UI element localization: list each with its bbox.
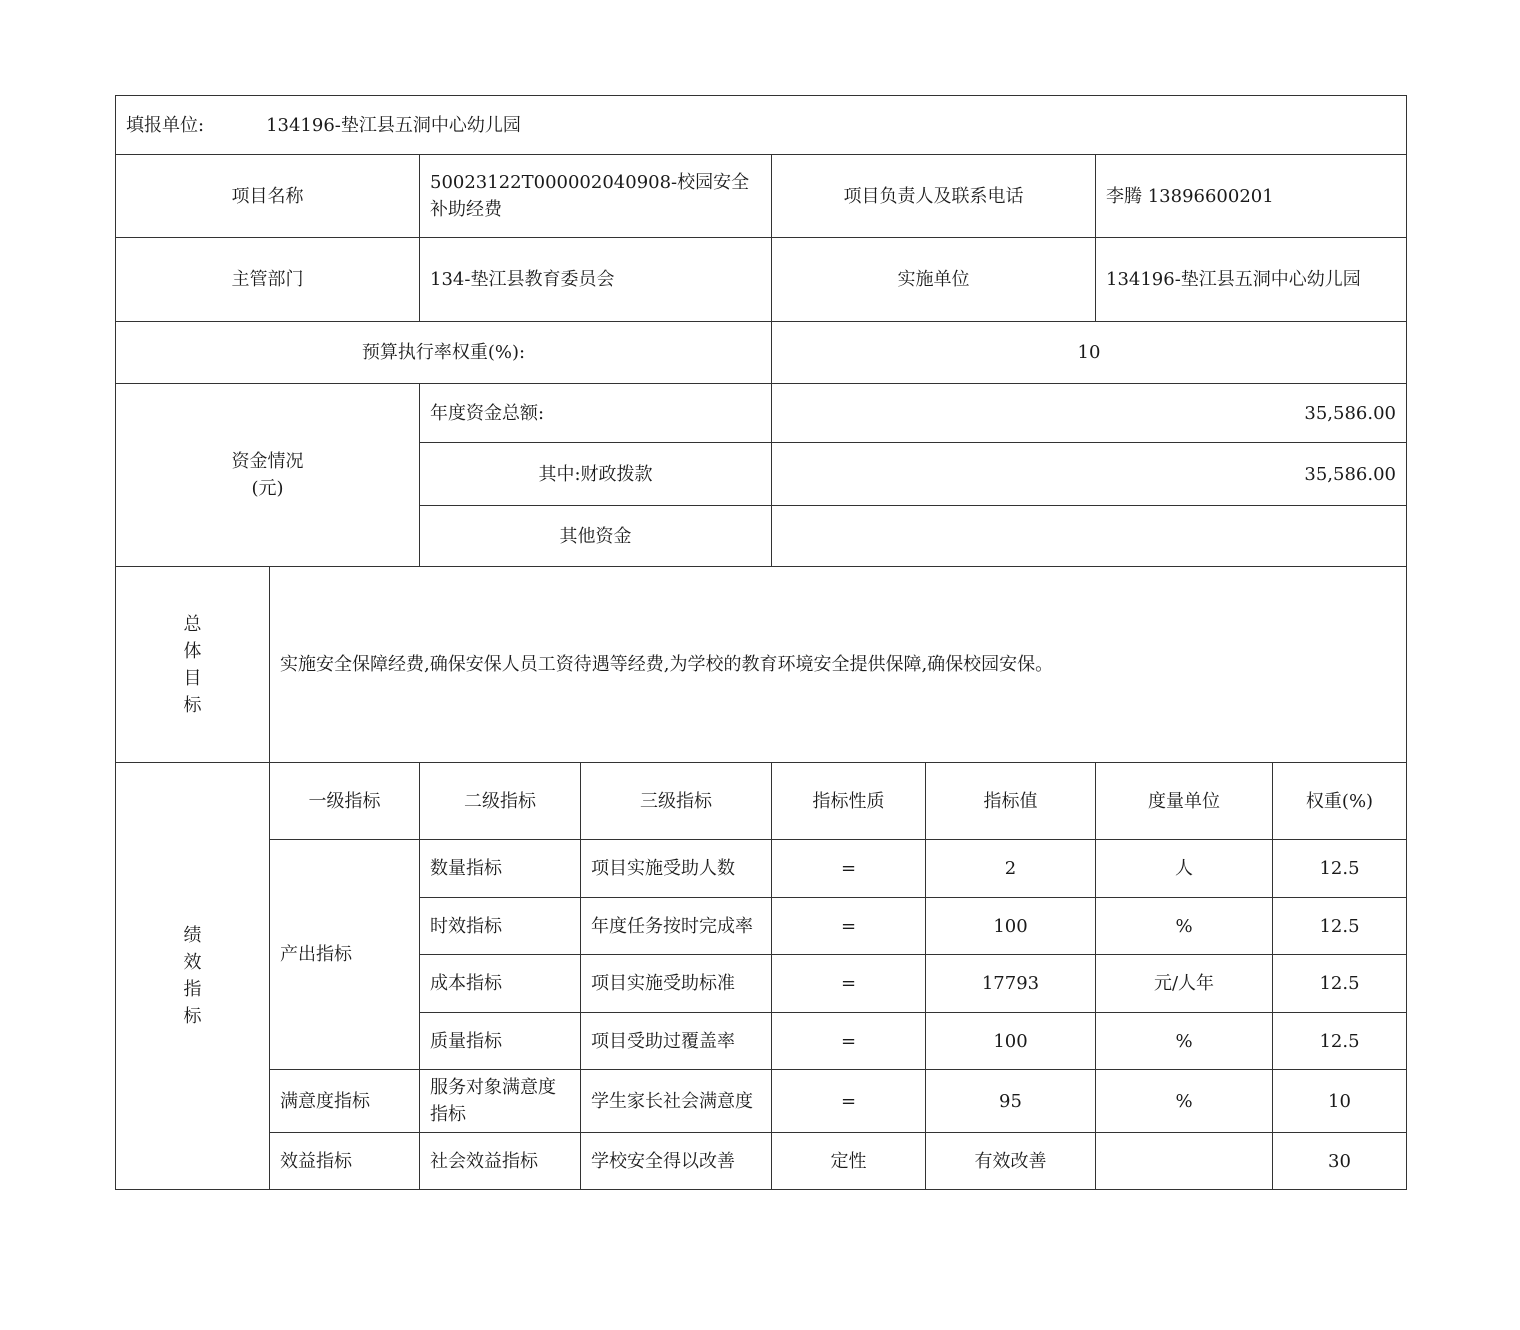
level3-indicator: 学校安全得以改善	[581, 1133, 772, 1190]
reporting-unit-label: 填报单位:	[126, 114, 205, 136]
budget-rate-value: 10	[772, 322, 1407, 384]
level2-indicator: 社会效益指标	[420, 1133, 581, 1190]
indicator-row	[116, 1070, 1407, 1133]
indicator-header-row	[116, 763, 1407, 840]
department-label: 主管部门	[116, 238, 420, 322]
level3-indicator: 项目实施受助标准	[581, 955, 772, 1013]
funds-label	[116, 384, 420, 567]
indicator-weight: 12.5	[1273, 840, 1407, 898]
column-header: 三级指标	[581, 763, 772, 840]
overall-goal-label-char: 总	[183, 613, 202, 635]
indicator-unit: 人	[1096, 840, 1273, 898]
indicator-row	[116, 840, 1407, 898]
indicator-nature: =	[772, 840, 926, 898]
budget-rate-row	[116, 322, 1407, 384]
level3-indicator: 学生家长社会满意度	[581, 1070, 772, 1133]
indicator-nature: =	[772, 1070, 926, 1133]
indicator-unit	[1096, 1133, 1273, 1190]
indicator-unit: 元/人年	[1096, 955, 1273, 1013]
reporting-unit-value: 134196-垫江县五洞中心幼儿园	[266, 114, 521, 136]
funds-label-line1: 资金情况	[231, 451, 304, 472]
level1-indicator: 产出指标	[270, 840, 420, 1070]
indicator-weight: 12.5	[1273, 955, 1407, 1013]
indicator-value: 17793	[926, 955, 1096, 1013]
implementing-unit-label: 实施单位	[772, 238, 1096, 322]
level3-indicator: 项目实施受助人数	[581, 840, 772, 898]
indicator-nature: =	[772, 898, 926, 955]
column-header: 指标性质	[772, 763, 926, 840]
performance-label-char: 指	[183, 979, 202, 1000]
overall-goal-label-char: 体	[183, 640, 202, 662]
indicator-value: 2	[926, 840, 1096, 898]
indicator-value: 有效改善	[926, 1133, 1096, 1190]
implementing-unit-value: 134196-垫江县五洞中心幼儿园	[1096, 238, 1407, 322]
header-row	[116, 96, 1407, 155]
column-header: 指标值	[926, 763, 1096, 840]
performance-label-char: 绩	[183, 925, 202, 946]
level2-indicator: 数量指标	[420, 840, 581, 898]
level2-indicator: 成本指标	[420, 955, 581, 1013]
indicator-unit: %	[1096, 1070, 1273, 1133]
performance-target-form	[115, 95, 1407, 1190]
project-name-label: 项目名称	[116, 155, 420, 238]
indicator-unit: %	[1096, 1013, 1273, 1070]
overall-goal-label-char: 标	[183, 694, 202, 716]
funds-total-row	[116, 384, 1407, 443]
level3-indicator: 年度任务按时完成率	[581, 898, 772, 955]
department-row	[116, 238, 1407, 322]
funds-total-label: 年度资金总额:	[420, 384, 772, 443]
funds-other-value	[772, 506, 1407, 567]
funds-other-label: 其他资金	[420, 506, 772, 567]
indicator-value: 100	[926, 1013, 1096, 1070]
column-header: 一级指标	[270, 763, 420, 840]
level3-indicator: 项目受助过覆盖率	[581, 1013, 772, 1070]
funds-fiscal-label: 其中:财政拨款	[420, 443, 772, 506]
performance-label	[116, 763, 270, 1190]
level2-indicator: 服务对象满意度指标	[420, 1070, 581, 1133]
overall-goal-label-char: 目	[183, 667, 202, 689]
indicator-weight: 12.5	[1273, 898, 1407, 955]
column-header: 权重(%)	[1273, 763, 1407, 840]
project-name-value: 50023122T000002040908-校园安全补助经费	[420, 155, 772, 238]
funds-fiscal-value: 35,586.00	[772, 443, 1407, 506]
level1-indicator: 效益指标	[270, 1133, 420, 1190]
indicator-weight: 30	[1273, 1133, 1407, 1190]
reporting-unit-cell	[116, 96, 1407, 155]
level2-indicator: 质量指标	[420, 1013, 581, 1070]
project-name-row	[116, 155, 1407, 238]
funds-label-line2: (元)	[251, 478, 284, 499]
project-leader-value: 李腾 13896600201	[1096, 155, 1407, 238]
performance-label-char: 效	[183, 952, 202, 973]
performance-label-char: 标	[183, 1006, 202, 1027]
indicator-value: 100	[926, 898, 1096, 955]
funds-total-value: 35,586.00	[772, 384, 1407, 443]
indicator-nature: =	[772, 955, 926, 1013]
overall-goal-text: 实施安全保障经费,确保安保人员工资待遇等经费,为学校的教育环境安全提供保障,确保校园安保。	[270, 567, 1407, 763]
project-leader-label: 项目负责人及联系电话	[772, 155, 1096, 238]
column-header: 二级指标	[420, 763, 581, 840]
indicator-unit: %	[1096, 898, 1273, 955]
level2-indicator: 时效指标	[420, 898, 581, 955]
indicator-weight: 10	[1273, 1070, 1407, 1133]
column-header: 度量单位	[1096, 763, 1273, 840]
indicator-nature: =	[772, 1013, 926, 1070]
overall-goal-label	[116, 567, 270, 763]
indicator-weight: 12.5	[1273, 1013, 1407, 1070]
indicator-row	[116, 1133, 1407, 1190]
indicator-value: 95	[926, 1070, 1096, 1133]
indicator-nature: 定性	[772, 1133, 926, 1190]
overall-goal-row	[116, 567, 1407, 763]
department-value: 134-垫江县教育委员会	[420, 238, 772, 322]
budget-rate-label: 预算执行率权重(%):	[116, 322, 772, 384]
level1-indicator: 满意度指标	[270, 1070, 420, 1133]
